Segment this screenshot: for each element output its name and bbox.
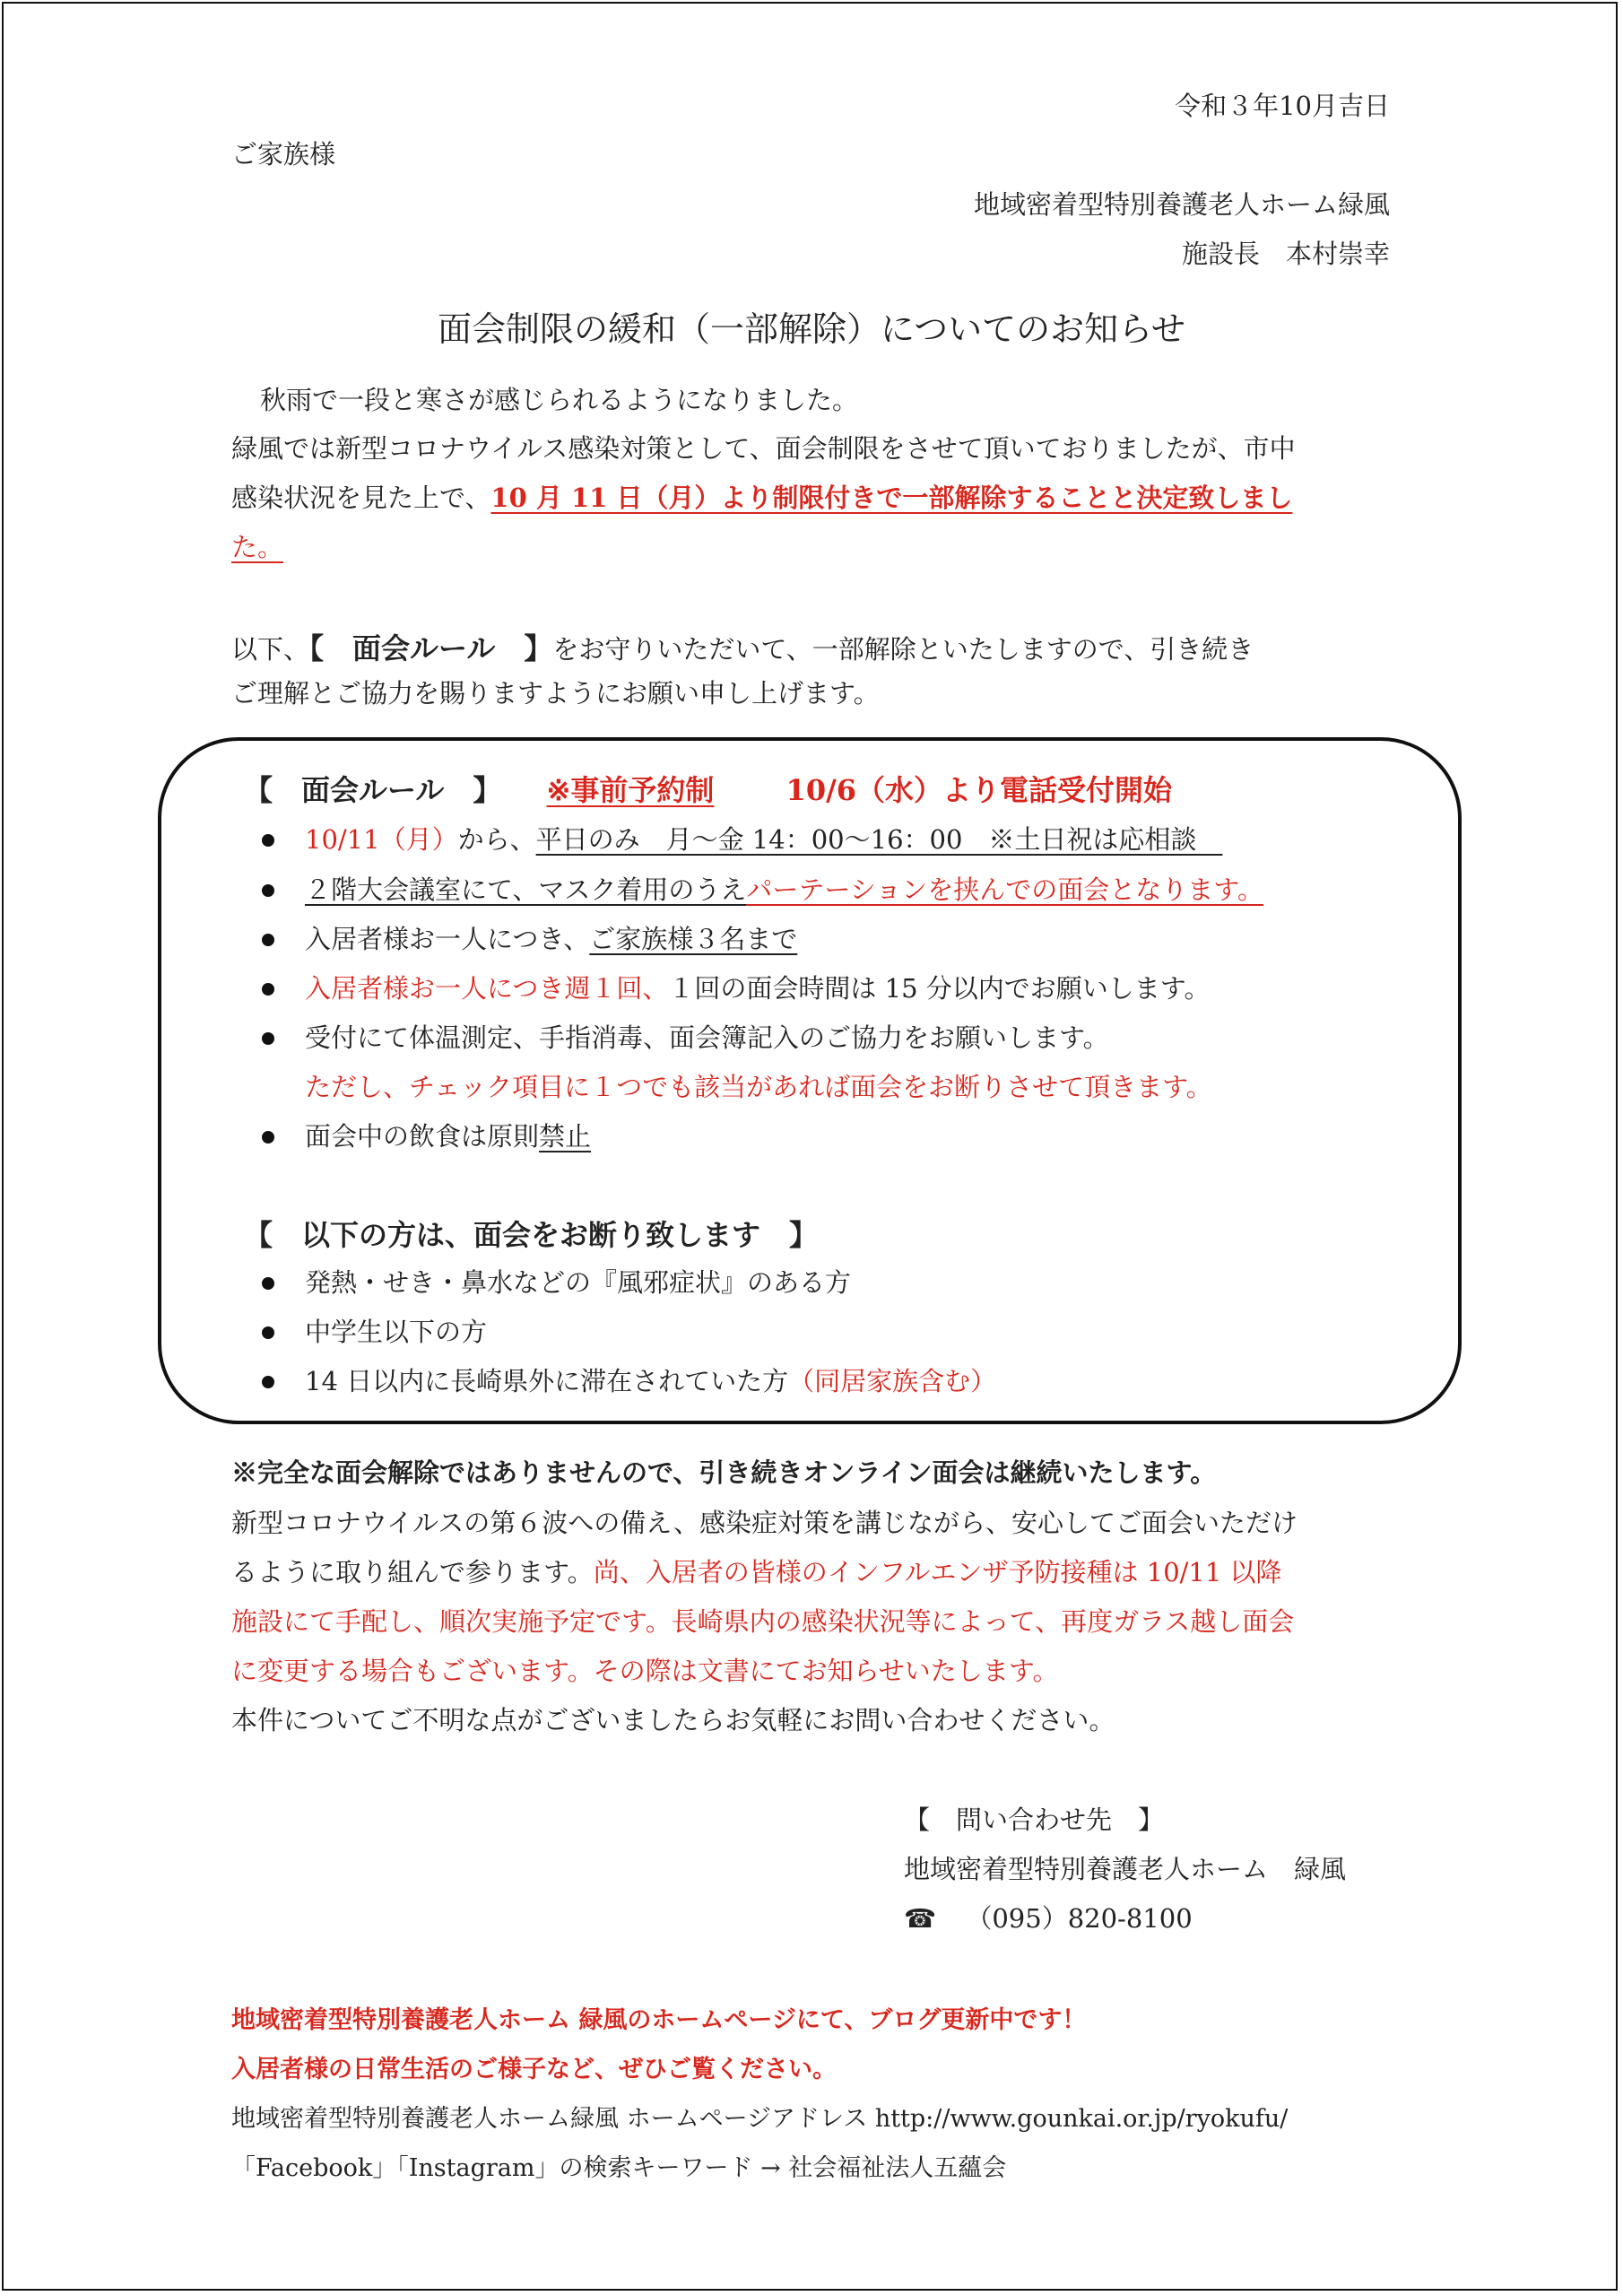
intro-line-5 bbox=[231, 626, 1254, 667]
intro-line-2: 緑風では新型コロナウイルス感染対策として、面会制限をさせて頂いておりましたが、市中 bbox=[231, 433, 1296, 464]
contact-phone-row bbox=[904, 1899, 1193, 1935]
rules-reservation-note: ※事前予約制 bbox=[546, 773, 715, 807]
date: 令和３年10月吉日 bbox=[1175, 91, 1390, 121]
rule-2-partition: パーテーションを挟んでの面会となります。 bbox=[746, 874, 1263, 905]
bullet-icon bbox=[262, 1277, 274, 1290]
rule-3-limit: ご家族様３名まで bbox=[589, 924, 798, 954]
intro-decision-end: た。 bbox=[231, 532, 284, 562]
rule-4-frequency: 入居者様お一人につき週１回、 bbox=[305, 973, 669, 1004]
bullet-icon bbox=[262, 983, 274, 996]
page-title: 面会制限の緩和（一部解除）についてのお知らせ bbox=[437, 309, 1186, 349]
bullet-icon bbox=[262, 934, 274, 946]
director-name: 施設長 本村崇幸 bbox=[1181, 239, 1390, 269]
notice-line-2-plain: るように取り組んで参ります。 bbox=[231, 1557, 594, 1587]
notice-line-1: 新型コロナウイルスの第６波への備え、感染症対策を講じながら、安心してご面会いただけ bbox=[231, 1508, 1298, 1538]
rule-6 bbox=[305, 1117, 591, 1153]
footer-blog-notice: 地域密着型特別養護老人ホーム 緑風のホームページにて、ブログ更新中です！ bbox=[231, 2006, 1087, 2034]
rule-3 bbox=[305, 919, 797, 956]
contact-phone: （095）820-8100 bbox=[966, 1903, 1193, 1934]
notice-line-5: 本件についてご不明な点がございましたらお気軽にお問い合わせください。 bbox=[231, 1705, 1115, 1735]
notice-line-3: 施設にて手配し、順次実施予定です。長崎県内の感染状況等によって、再度ガラス越し面会 bbox=[231, 1606, 1295, 1637]
contact-facility: 地域密着型特別養護老人ホーム 緑風 bbox=[904, 1854, 1347, 1884]
intro-decision-highlight: 10 月 11 日（月）より制限付きで一部解除することと決定致しまし bbox=[490, 483, 1293, 513]
rule-6-prohibited: 禁止 bbox=[539, 1121, 592, 1152]
bullet-icon bbox=[262, 1131, 274, 1144]
rules-heading-label: 【 面会ルール 】 bbox=[244, 773, 502, 807]
addressee: ご家族様 bbox=[231, 139, 336, 170]
rule-3-plain: 入居者様お一人につき、 bbox=[305, 924, 590, 954]
decline-2: 中学生以下の方 bbox=[305, 1317, 488, 1347]
rules-heading bbox=[244, 768, 1172, 809]
intro-line-6: ご理解とご協力を賜りますようにお願い申し上げます。 bbox=[231, 678, 880, 709]
phone-icon: ☎ bbox=[904, 1903, 937, 1934]
footer-blog-invite: 入居者様の日常生活のご様子など、ぜひご覧ください。 bbox=[231, 2056, 837, 2083]
intro-rule-bracket: 【 面会ルール 】 bbox=[309, 631, 553, 665]
decline-3 bbox=[305, 1361, 996, 1398]
bullet-icon bbox=[262, 1032, 274, 1045]
decline-heading: 【 以下の方は、面会をお断り致します 】 bbox=[244, 1218, 819, 1252]
rule-5-warning: ただし、チェック項目に１つでも該当があれば面会をお断りさせて頂きます。 bbox=[305, 1072, 1212, 1102]
rules-phone-start-note: 10/6（水）より電話受付開始 bbox=[785, 773, 1173, 807]
notice-online: ※完全な面会解除ではありませんので、引き続きオンライン面会は継続いたします。 bbox=[231, 1457, 1217, 1488]
notice-line-4: に変更する場合もございます。その際は文書にてお知らせいたします。 bbox=[231, 1656, 1059, 1686]
bullet-icon bbox=[262, 884, 274, 897]
footer-sns-keywords: 「Facebook」「Instagram」の検索キーワード → 社会福祉法人五蘊会 bbox=[231, 2154, 1007, 2182]
rule-4 bbox=[305, 969, 1210, 1005]
decline-1: 発熱・せき・鼻水などの『風邪症状』のある方 bbox=[305, 1267, 852, 1298]
intro-line-1: 秋雨で一段と寒さが感じられるようになりました。 bbox=[260, 385, 859, 415]
decline-3-family: （同居家族含む） bbox=[788, 1366, 997, 1396]
decline-3-plain: 14 日以内に長崎県外に滞在されていた方 bbox=[305, 1366, 789, 1396]
rule-5: 受付にて体温測定、手指消毒、面会簿記入のご協力をお願いします。 bbox=[305, 1022, 1109, 1053]
notice-line-2 bbox=[231, 1552, 1282, 1589]
bullet-icon bbox=[262, 1376, 274, 1388]
rule-2 bbox=[305, 870, 1263, 907]
notice-vaccine: 尚、入居者の皆様のインフルエンザ予防接種は 10/11 以降 bbox=[593, 1557, 1282, 1587]
rule-1-hours: 平日のみ 月～金 14：00～16：00 ※土日祝は応相談 bbox=[535, 824, 1223, 855]
intro-line-4 bbox=[231, 527, 283, 564]
contact-heading: 【 問い合わせ先 】 bbox=[904, 1805, 1165, 1835]
bullet-icon bbox=[262, 834, 274, 847]
footer-homepage-url: 地域密着型特別養護老人ホーム緑風 ホームページアドレス http://www.gounkai.or.jp/ryokufu/ bbox=[231, 2105, 1289, 2133]
rule-1-date: 10/11（月） bbox=[305, 824, 458, 855]
facility-name: 地域密着型特別養護老人ホーム緑風 bbox=[973, 189, 1390, 220]
bullet-icon bbox=[262, 1326, 274, 1339]
rule-1 bbox=[305, 820, 1222, 857]
rule-4-duration: １回の面会時間は 15 分以内でお願いします。 bbox=[668, 973, 1211, 1004]
intro-line-5-prefix: 以下、 bbox=[231, 634, 310, 665]
intro-line-3 bbox=[231, 478, 1292, 515]
intro-line-3-plain: 感染状況を見た上で、 bbox=[231, 483, 491, 513]
rule-1-mid: から、 bbox=[457, 824, 536, 855]
intro-line-5-suffix: をお守りいただいて、一部解除といたしますので、引き続き bbox=[552, 634, 1254, 665]
rule-2-location: ２階大会議室にて、マスク着用のうえ bbox=[305, 874, 747, 905]
rule-6-plain: 面会中の飲食は原則 bbox=[305, 1121, 540, 1152]
